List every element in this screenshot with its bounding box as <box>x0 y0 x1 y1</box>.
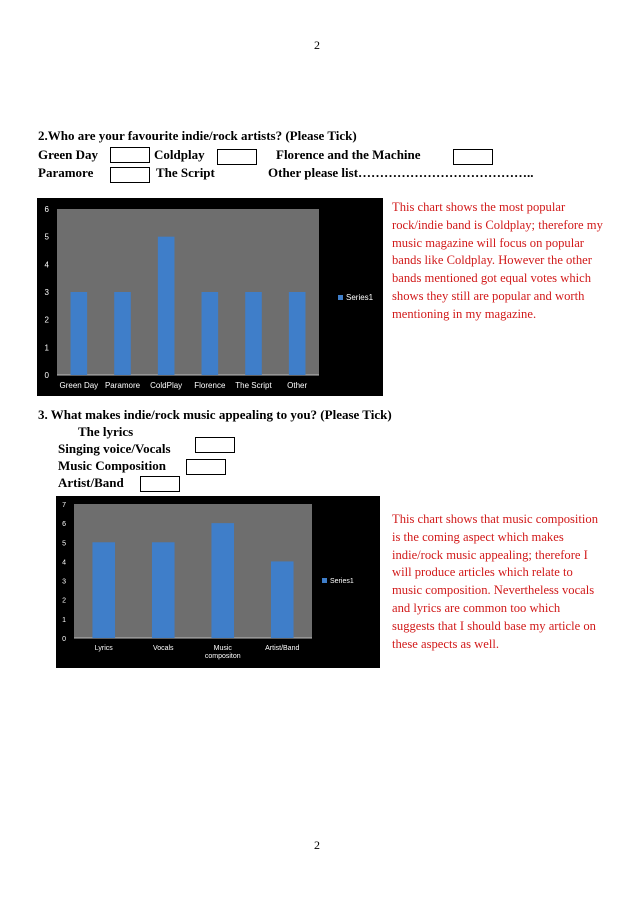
y-tick-label: 0 <box>62 636 66 643</box>
q2-checkbox-florence[interactable] <box>453 149 493 165</box>
bar-the-script <box>245 292 262 375</box>
plot-area <box>57 209 319 375</box>
q2-option-coldplay: Coldplay <box>154 147 205 162</box>
question-2-title: 2.Who are your favourite indie/rock artists? (Please Tick) <box>38 128 357 143</box>
x-tick-label: Paramore <box>104 381 141 390</box>
x-tick-label: Vocals <box>152 645 174 652</box>
y-tick-label: 4 <box>62 559 66 567</box>
bar-other <box>289 292 306 375</box>
bar-vocals <box>152 542 175 638</box>
x-tick-label: Other <box>287 381 308 390</box>
q2-chart-note: This chart shows the most popular rock/indie band is Coldplay; therefore my music magazine will focus on popular bands like Coldplay. However the other bands mentioned got equal votes which shows they still are popular and worth mentioning in my magazine. <box>392 200 603 321</box>
y-tick-label: 1 <box>62 616 66 624</box>
q2-option-paramore: Paramore <box>38 165 94 180</box>
chart-favourite-artists <box>37 198 383 396</box>
y-tick-label: 5 <box>44 232 49 242</box>
q3-option-vocals: Singing voice/Vocals <box>58 441 171 456</box>
bar-music-compositon <box>211 523 234 638</box>
q2-option-green-day: Green Day <box>38 147 99 162</box>
q3-chart-note: This chart shows that music composition is the coming aspect which makes indie/rock music appealing; therefore I will produce articles which relate to music composition. Nevertheless vocals and lyrics are common too which suggests that I should base my article on these aspects as well. <box>392 512 599 651</box>
y-tick-label: 7 <box>62 502 66 509</box>
q2-option-florence: Florence and the Machine <box>276 147 421 162</box>
q3-option-artist-band: Artist/Band <box>58 475 124 490</box>
y-tick-label: 2 <box>62 597 66 605</box>
q2-option-other: Other please list………………………………….. <box>268 165 534 180</box>
bar-coldplay <box>158 237 175 375</box>
q3-option-composition: Music Composition <box>58 458 166 473</box>
x-tick-label: Florence <box>194 381 226 390</box>
chart-favourite-artists-svg <box>37 198 383 396</box>
page-number-top: 2 <box>314 38 320 52</box>
y-tick-label: 6 <box>44 205 49 214</box>
legend-label: Series1 <box>346 293 374 302</box>
legend-swatch <box>322 578 327 583</box>
y-tick-label: 5 <box>62 540 66 548</box>
question-3-title: 3. What makes indie/rock music appealing to you? (Please Tick) <box>38 407 392 422</box>
y-tick-label: 3 <box>44 288 49 297</box>
legend-label: Series1 <box>330 578 354 585</box>
y-tick-label: 6 <box>62 521 66 529</box>
bar-green-day <box>71 292 88 375</box>
y-tick-label: 0 <box>44 371 49 380</box>
chart-appeal-aspects-svg <box>56 496 380 668</box>
q3-option-lyrics: The lyrics <box>78 424 134 439</box>
page-number-bottom: 2 <box>314 838 320 852</box>
y-tick-label: 4 <box>44 260 49 270</box>
x-tick-label: Lyrics <box>94 645 113 652</box>
q3-checkbox-composition[interactable] <box>186 459 226 475</box>
x-tick-label: compositon <box>204 653 241 660</box>
y-tick-label: 1 <box>44 343 49 353</box>
x-tick-label: Artist/Band <box>265 645 300 652</box>
x-tick-label: The Script <box>235 381 272 390</box>
x-tick-label: ColdPlay <box>150 381 183 390</box>
x-tick-label: Music <box>213 645 232 652</box>
chart-appeal-aspects <box>56 496 380 668</box>
q2-checkbox-paramore[interactable] <box>110 167 150 183</box>
bar-paramore <box>114 292 131 375</box>
q2-option-the-script: The Script <box>156 165 215 180</box>
y-tick-label: 2 <box>44 315 49 325</box>
bar-florence <box>202 292 219 375</box>
q2-checkbox-green-day[interactable] <box>110 147 150 163</box>
q2-checkbox-coldplay[interactable] <box>217 149 257 165</box>
legend-swatch <box>338 295 343 300</box>
bar-lyrics <box>92 542 115 638</box>
q3-checkbox-vocals[interactable] <box>195 437 235 453</box>
bar-artist-band <box>271 561 294 638</box>
x-tick-label: Green Day <box>59 381 99 390</box>
q3-checkbox-artist-band[interactable] <box>140 476 180 492</box>
y-tick-label: 3 <box>62 578 66 586</box>
